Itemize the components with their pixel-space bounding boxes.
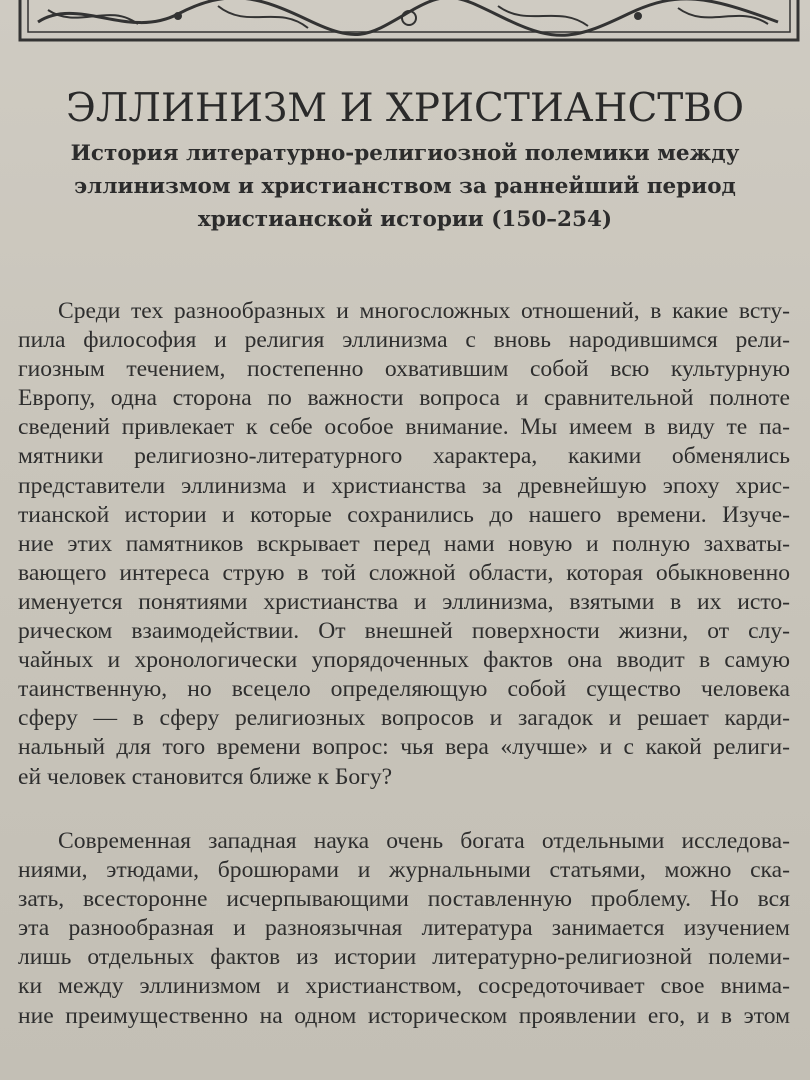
text-line: ей человек становится ближе к Богу?: [18, 763, 393, 790]
text-line: представители эллинизма и христианства за древнейшую эпоху хрис-: [18, 472, 790, 499]
text-line: рическом взаимодействии. От внешней поверхности жизни, от слу-: [18, 618, 790, 645]
text-line: лишь отдельных фактов из истории литературно-религиозной полеми-: [18, 944, 790, 971]
paragraph-2: [18, 827, 790, 1031]
text-line: ние преимущественно на одном историческом проявлении его, и в этом: [18, 1002, 790, 1029]
text-line: нальный для того времени вопрос: чья вера «лучше» и с какой религи-: [18, 734, 790, 761]
text-line: сферу — в сферу религиозных вопросов и загадок и решает карди-: [18, 705, 790, 732]
text-line: гиозным течением, постепенно охватившим собой всю культурную: [18, 356, 790, 383]
subtitle-line: христианской истории (150–254): [197, 207, 613, 232]
text-line: именуется понятиями христианства и эллинизма, взятыми в их исто-: [18, 588, 790, 615]
book-title: ЭЛЛИНИЗМ И ХРИСТИАНСТВО: [66, 86, 744, 131]
text-line: сведений привлекает к себе особое внимание. Мы имеем в виду те па-: [18, 414, 790, 441]
text-line: вающего интереса струю в той сложной области, которая обыкновенно: [18, 559, 790, 586]
ornamental-header-border: [18, 0, 800, 46]
text-line: Современная западная наука очень богата отдельными исследова-: [58, 828, 790, 854]
book-subtitle: [40, 137, 770, 236]
paragraph-1: [18, 297, 790, 792]
text-line: зать, всесторонне исчерпывающими поставленную проблему. Но вся: [18, 886, 790, 913]
text-line: тианской истории и которые сохранились до нашего времени. Изуче-: [18, 501, 790, 528]
subtitle-line: эллинизмом и христианством за раннейший период: [74, 174, 736, 199]
text-line: Среди тех разнообразных и многосложных отношений, в какие всту-: [58, 298, 790, 324]
text-line: эта разнообразная и разноязычная литература занимается изучением: [18, 915, 790, 942]
text-line: пила философия и религия эллинизма с вновь народившимся рели-: [18, 327, 790, 354]
subtitle-line: История литературно-религиозной полемики между: [70, 141, 740, 166]
text-line: таинственную, но всецело определяющую собой существо человека: [18, 676, 790, 703]
text-line: чайных и хронологически упорядоченных фактов она вводит в самую: [18, 647, 790, 674]
text-line: мятники религиозно-литературного характера, какими обменялись: [18, 443, 790, 470]
text-line: ки между эллинизмом и христианством, сосредоточивает свое внима-: [18, 973, 790, 1000]
text-line: ние этих памятников вскрывает перед нами новую и полную захваты-: [18, 530, 790, 557]
text-line: ниями, этюдами, брошюрами и журнальными статьями, можно ска-: [18, 857, 790, 884]
text-line: Европу, одна сторона по важности вопроса и сравнительной полноте: [18, 385, 790, 412]
